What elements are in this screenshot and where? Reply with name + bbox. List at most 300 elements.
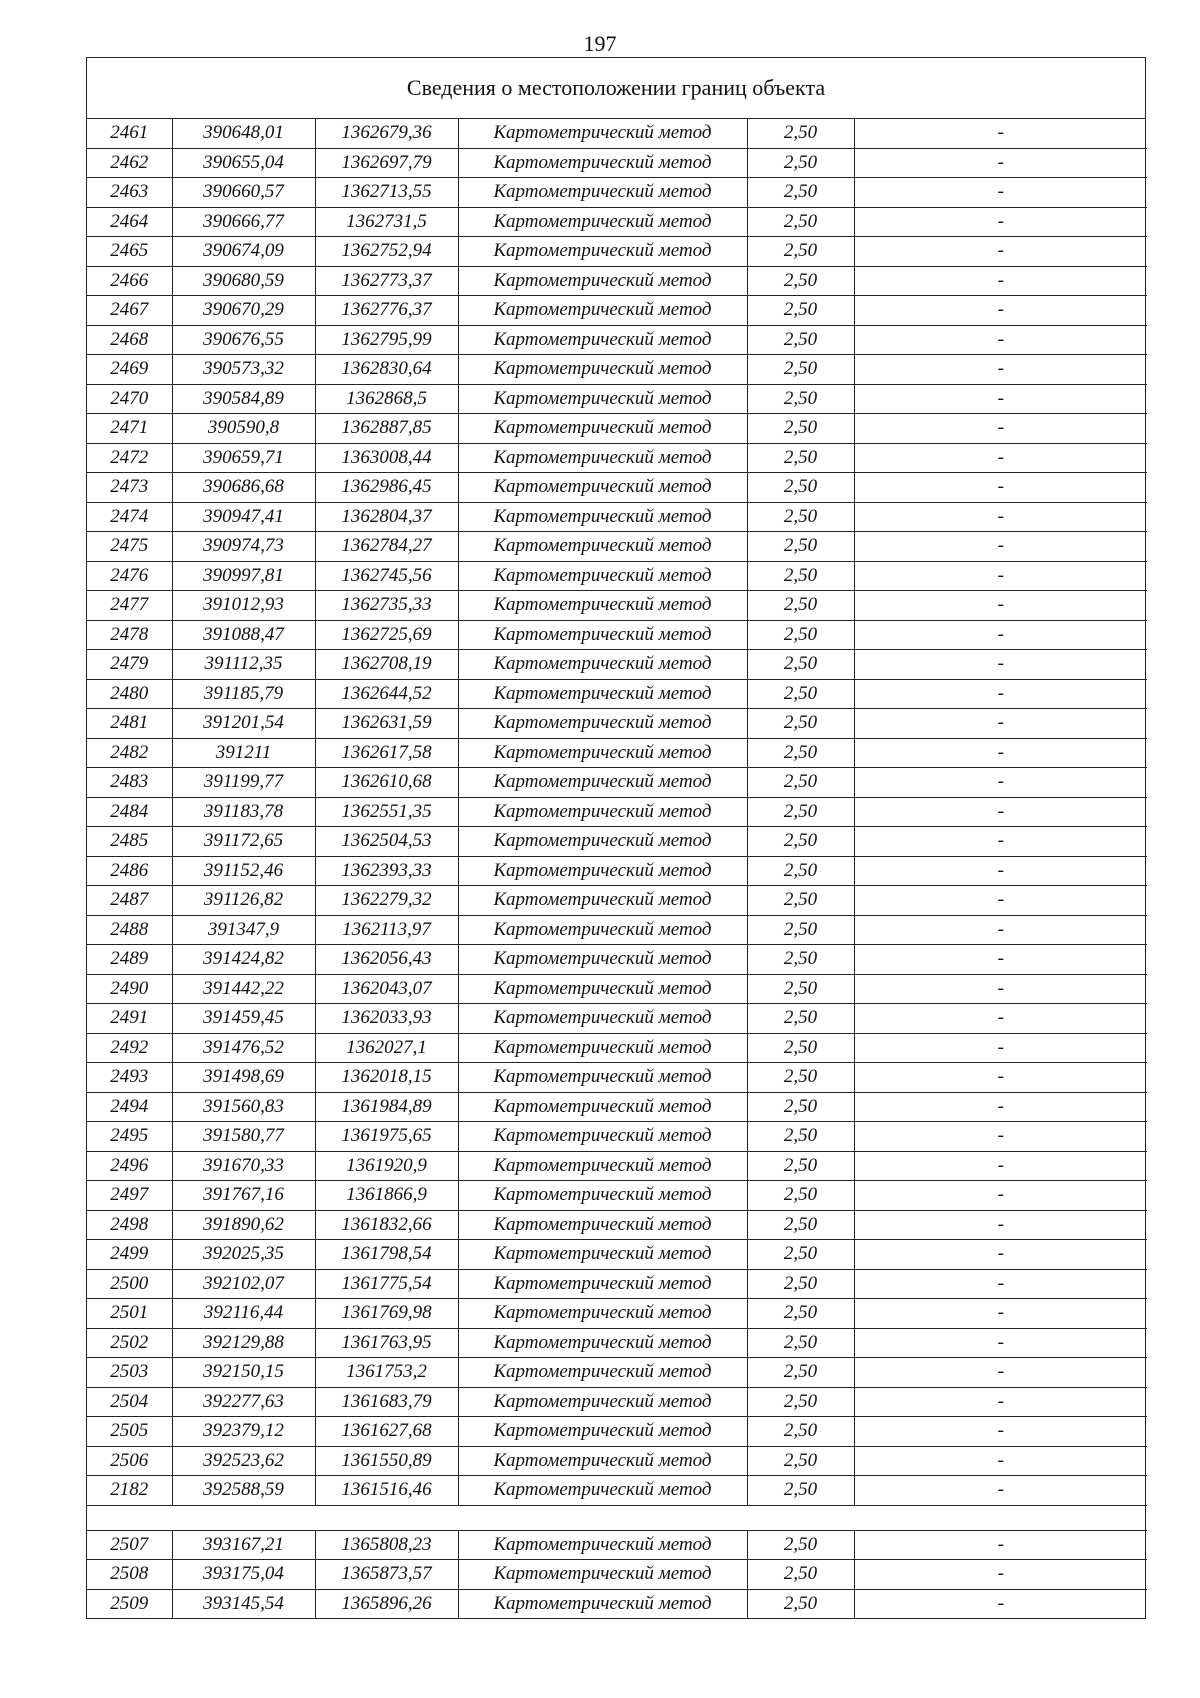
method-cell: Картометрический метод	[458, 650, 747, 680]
boundary-table-sheet	[86, 57, 1146, 1619]
point-number-cell: 2463	[87, 178, 172, 208]
description-cell: -	[854, 915, 1147, 945]
accuracy-cell: 2,50	[747, 945, 854, 975]
x-coordinate-cell: 393167,21	[172, 1530, 315, 1560]
y-coordinate-cell: 1362679,36	[315, 119, 458, 148]
accuracy-cell: 2,50	[747, 1063, 854, 1093]
point-number-cell: 2474	[87, 502, 172, 532]
point-number-cell: 2471	[87, 414, 172, 444]
method-cell: Картометрический метод	[458, 856, 747, 886]
y-coordinate-cell: 1362830,64	[315, 355, 458, 385]
y-coordinate-cell: 1362697,79	[315, 148, 458, 178]
accuracy-cell: 2,50	[747, 738, 854, 768]
accuracy-cell: 2,50	[747, 1033, 854, 1063]
method-cell: Картометрический метод	[458, 178, 747, 208]
accuracy-cell: 2,50	[747, 502, 854, 532]
accuracy-cell: 2,50	[747, 178, 854, 208]
table-row	[87, 384, 1147, 414]
page-number: 197	[583, 31, 617, 56]
point-number-cell: 2501	[87, 1299, 172, 1329]
method-cell: Картометрический метод	[458, 1560, 747, 1590]
point-number-cell: 2473	[87, 473, 172, 503]
method-cell: Картометрический метод	[458, 119, 747, 148]
accuracy-cell: 2,50	[747, 915, 854, 945]
y-coordinate-cell: 1363008,44	[315, 443, 458, 473]
table-row	[87, 738, 1147, 768]
description-cell: -	[854, 414, 1147, 444]
description-cell: -	[854, 886, 1147, 916]
x-coordinate-cell: 390584,89	[172, 384, 315, 414]
y-coordinate-cell: 1361920,9	[315, 1151, 458, 1181]
point-number-cell: 2505	[87, 1417, 172, 1447]
table-row	[87, 797, 1147, 827]
x-coordinate-cell: 391183,78	[172, 797, 315, 827]
description-cell: -	[854, 1181, 1147, 1211]
description-cell: -	[854, 1417, 1147, 1447]
method-cell: Картометрический метод	[458, 443, 747, 473]
accuracy-cell: 2,50	[747, 532, 854, 562]
description-cell: -	[854, 237, 1147, 267]
point-number-cell: 2491	[87, 1004, 172, 1034]
y-coordinate-cell: 1361984,89	[315, 1092, 458, 1122]
y-coordinate-cell: 1362776,37	[315, 296, 458, 326]
accuracy-cell: 2,50	[747, 1210, 854, 1240]
description-cell: -	[854, 266, 1147, 296]
x-coordinate-cell: 390573,32	[172, 355, 315, 385]
method-cell: Картометрический метод	[458, 502, 747, 532]
description-cell: -	[854, 650, 1147, 680]
point-number-cell: 2504	[87, 1387, 172, 1417]
method-cell: Картометрический метод	[458, 148, 747, 178]
x-coordinate-cell: 392379,12	[172, 1417, 315, 1447]
table-row	[87, 650, 1147, 680]
y-coordinate-cell: 1362617,58	[315, 738, 458, 768]
x-coordinate-cell: 390659,71	[172, 443, 315, 473]
accuracy-cell: 2,50	[747, 1358, 854, 1388]
point-number-cell: 2467	[87, 296, 172, 326]
x-coordinate-cell: 393175,04	[172, 1560, 315, 1590]
x-coordinate-cell: 390674,09	[172, 237, 315, 267]
table-row	[87, 473, 1147, 503]
y-coordinate-cell: 1361769,98	[315, 1299, 458, 1329]
description-cell: -	[854, 473, 1147, 503]
method-cell: Картометрический метод	[458, 473, 747, 503]
accuracy-cell: 2,50	[747, 1446, 854, 1476]
point-number-cell: 2502	[87, 1328, 172, 1358]
accuracy-cell: 2,50	[747, 591, 854, 621]
method-cell: Картометрический метод	[458, 797, 747, 827]
method-cell: Картометрический метод	[458, 1004, 747, 1034]
x-coordinate-cell: 390670,29	[172, 296, 315, 326]
table-title: Сведения о местоположении границ объекта	[87, 58, 1145, 119]
x-coordinate-cell: 391211	[172, 738, 315, 768]
method-cell: Картометрический метод	[458, 1063, 747, 1093]
table-row	[87, 856, 1147, 886]
table-row	[87, 502, 1147, 532]
x-coordinate-cell: 390666,77	[172, 207, 315, 237]
point-number-cell: 2509	[87, 1589, 172, 1618]
point-number-cell: 2468	[87, 325, 172, 355]
y-coordinate-cell: 1362868,5	[315, 384, 458, 414]
accuracy-cell: 2,50	[747, 355, 854, 385]
x-coordinate-cell: 391442,22	[172, 974, 315, 1004]
point-number-cell: 2477	[87, 591, 172, 621]
accuracy-cell: 2,50	[747, 679, 854, 709]
point-number-cell: 2472	[87, 443, 172, 473]
method-cell: Картометрический метод	[458, 1269, 747, 1299]
method-cell: Картометрический метод	[458, 1387, 747, 1417]
method-cell: Картометрический метод	[458, 886, 747, 916]
table-row	[87, 620, 1147, 650]
description-cell: -	[854, 1004, 1147, 1034]
method-cell: Картометрический метод	[458, 1446, 747, 1476]
method-cell: Картометрический метод	[458, 1092, 747, 1122]
description-cell: -	[854, 945, 1147, 975]
point-number-cell: 2475	[87, 532, 172, 562]
y-coordinate-cell: 1365896,26	[315, 1589, 458, 1618]
point-number-cell: 2489	[87, 945, 172, 975]
x-coordinate-cell: 390974,73	[172, 532, 315, 562]
accuracy-cell: 2,50	[747, 1092, 854, 1122]
point-number-cell: 2479	[87, 650, 172, 680]
x-coordinate-cell: 391498,69	[172, 1063, 315, 1093]
description-cell: -	[854, 532, 1147, 562]
y-coordinate-cell: 1362773,37	[315, 266, 458, 296]
accuracy-cell: 2,50	[747, 650, 854, 680]
point-number-cell: 2482	[87, 738, 172, 768]
description-cell: -	[854, 178, 1147, 208]
y-coordinate-cell: 1362027,1	[315, 1033, 458, 1063]
y-coordinate-cell: 1361975,65	[315, 1122, 458, 1152]
table-row	[87, 1092, 1147, 1122]
accuracy-cell: 2,50	[747, 1269, 854, 1299]
table-row	[87, 561, 1147, 591]
y-coordinate-cell: 1362393,33	[315, 856, 458, 886]
method-cell: Картометрический метод	[458, 709, 747, 739]
table-row	[87, 1446, 1147, 1476]
x-coordinate-cell: 391201,54	[172, 709, 315, 739]
y-coordinate-cell: 1362735,33	[315, 591, 458, 621]
method-cell: Картометрический метод	[458, 591, 747, 621]
point-number-cell: 2483	[87, 768, 172, 798]
description-cell: -	[854, 1269, 1147, 1299]
y-coordinate-cell: 1362279,32	[315, 886, 458, 916]
point-number-cell: 2507	[87, 1530, 172, 1560]
point-number-cell: 2490	[87, 974, 172, 1004]
y-coordinate-cell: 1361550,89	[315, 1446, 458, 1476]
table-row	[87, 1387, 1147, 1417]
y-coordinate-cell: 1361627,68	[315, 1417, 458, 1447]
y-coordinate-cell: 1362644,52	[315, 679, 458, 709]
x-coordinate-cell: 391424,82	[172, 945, 315, 975]
description-cell: -	[854, 1151, 1147, 1181]
point-number-cell: 2462	[87, 148, 172, 178]
description-cell: -	[854, 355, 1147, 385]
method-cell: Картометрический метод	[458, 532, 747, 562]
method-cell: Картометрический метод	[458, 1476, 747, 1506]
accuracy-cell: 2,50	[747, 119, 854, 148]
accuracy-cell: 2,50	[747, 1530, 854, 1560]
table-row	[87, 1328, 1147, 1358]
description-cell: -	[854, 827, 1147, 857]
accuracy-cell: 2,50	[747, 443, 854, 473]
point-number-cell: 2488	[87, 915, 172, 945]
x-coordinate-cell: 391185,79	[172, 679, 315, 709]
description-cell: -	[854, 1589, 1147, 1618]
method-cell: Картометрический метод	[458, 1240, 747, 1270]
y-coordinate-cell: 1362631,59	[315, 709, 458, 739]
accuracy-cell: 2,50	[747, 886, 854, 916]
method-cell: Картометрический метод	[458, 237, 747, 267]
table-separator-row	[87, 1505, 1147, 1530]
accuracy-cell: 2,50	[747, 325, 854, 355]
table-row	[87, 1033, 1147, 1063]
coordinates-table	[87, 119, 1147, 1618]
x-coordinate-cell: 392102,07	[172, 1269, 315, 1299]
table-row	[87, 237, 1147, 267]
table-row	[87, 148, 1147, 178]
description-cell: -	[854, 1476, 1147, 1506]
description-cell: -	[854, 207, 1147, 237]
table-row	[87, 414, 1147, 444]
accuracy-cell: 2,50	[747, 620, 854, 650]
description-cell: -	[854, 1299, 1147, 1329]
description-cell: -	[854, 768, 1147, 798]
description-cell: -	[854, 974, 1147, 1004]
y-coordinate-cell: 1362551,35	[315, 797, 458, 827]
description-cell: -	[854, 561, 1147, 591]
table-row	[87, 1560, 1147, 1590]
x-coordinate-cell: 392588,59	[172, 1476, 315, 1506]
y-coordinate-cell: 1362804,37	[315, 502, 458, 532]
method-cell: Картометрический метод	[458, 1033, 747, 1063]
separator-cell	[87, 1505, 1147, 1530]
y-coordinate-cell: 1361832,66	[315, 1210, 458, 1240]
x-coordinate-cell: 390590,8	[172, 414, 315, 444]
table-row	[87, 679, 1147, 709]
table-row	[87, 1358, 1147, 1388]
table-row	[87, 1589, 1147, 1618]
y-coordinate-cell: 1362033,93	[315, 1004, 458, 1034]
method-cell: Картометрический метод	[458, 915, 747, 945]
table-row	[87, 1181, 1147, 1211]
point-number-cell: 2494	[87, 1092, 172, 1122]
x-coordinate-cell: 392150,15	[172, 1358, 315, 1388]
accuracy-cell: 2,50	[747, 384, 854, 414]
table-row	[87, 119, 1147, 148]
method-cell: Картометрический метод	[458, 679, 747, 709]
point-number-cell: 2464	[87, 207, 172, 237]
description-cell: -	[854, 620, 1147, 650]
y-coordinate-cell: 1365873,57	[315, 1560, 458, 1590]
point-number-cell: 2500	[87, 1269, 172, 1299]
x-coordinate-cell: 391890,62	[172, 1210, 315, 1240]
method-cell: Картометрический метод	[458, 1299, 747, 1329]
table-row	[87, 1063, 1147, 1093]
description-cell: -	[854, 1387, 1147, 1417]
x-coordinate-cell: 390947,41	[172, 502, 315, 532]
accuracy-cell: 2,50	[747, 1151, 854, 1181]
y-coordinate-cell: 1361763,95	[315, 1328, 458, 1358]
description-cell: -	[854, 443, 1147, 473]
coordinates-table-body	[87, 119, 1147, 1618]
description-cell: -	[854, 1328, 1147, 1358]
table-row	[87, 1240, 1147, 1270]
method-cell: Картометрический метод	[458, 1328, 747, 1358]
accuracy-cell: 2,50	[747, 561, 854, 591]
point-number-cell: 2484	[87, 797, 172, 827]
method-cell: Картометрический метод	[458, 945, 747, 975]
table-row	[87, 1530, 1147, 1560]
description-cell: -	[854, 325, 1147, 355]
method-cell: Картометрический метод	[458, 325, 747, 355]
table-row	[87, 178, 1147, 208]
y-coordinate-cell: 1362504,53	[315, 827, 458, 857]
y-coordinate-cell: 1362986,45	[315, 473, 458, 503]
x-coordinate-cell: 390676,55	[172, 325, 315, 355]
x-coordinate-cell: 390686,68	[172, 473, 315, 503]
point-number-cell: 2508	[87, 1560, 172, 1590]
x-coordinate-cell: 390648,01	[172, 119, 315, 148]
y-coordinate-cell: 1362043,07	[315, 974, 458, 1004]
accuracy-cell: 2,50	[747, 1387, 854, 1417]
description-cell: -	[854, 1240, 1147, 1270]
accuracy-cell: 2,50	[747, 1476, 854, 1506]
x-coordinate-cell: 391459,45	[172, 1004, 315, 1034]
method-cell: Картометрический метод	[458, 974, 747, 1004]
method-cell: Картометрический метод	[458, 738, 747, 768]
x-coordinate-cell: 390660,57	[172, 178, 315, 208]
table-row	[87, 1417, 1147, 1447]
y-coordinate-cell: 1361798,54	[315, 1240, 458, 1270]
description-cell: -	[854, 384, 1147, 414]
y-coordinate-cell: 1362708,19	[315, 650, 458, 680]
accuracy-cell: 2,50	[747, 1417, 854, 1447]
point-number-cell: 2497	[87, 1181, 172, 1211]
method-cell: Картометрический метод	[458, 827, 747, 857]
method-cell: Картометрический метод	[458, 1358, 747, 1388]
y-coordinate-cell: 1361516,46	[315, 1476, 458, 1506]
y-coordinate-cell: 1362745,56	[315, 561, 458, 591]
y-coordinate-cell: 1362018,15	[315, 1063, 458, 1093]
y-coordinate-cell: 1362731,5	[315, 207, 458, 237]
point-number-cell: 2480	[87, 679, 172, 709]
x-coordinate-cell: 390680,59	[172, 266, 315, 296]
table-row	[87, 768, 1147, 798]
method-cell: Картометрический метод	[458, 1181, 747, 1211]
point-number-cell: 2499	[87, 1240, 172, 1270]
point-number-cell: 2506	[87, 1446, 172, 1476]
description-cell: -	[854, 119, 1147, 148]
accuracy-cell: 2,50	[747, 237, 854, 267]
method-cell: Картометрический метод	[458, 355, 747, 385]
y-coordinate-cell: 1362610,68	[315, 768, 458, 798]
description-cell: -	[854, 1092, 1147, 1122]
accuracy-cell: 2,50	[747, 797, 854, 827]
table-row	[87, 1210, 1147, 1240]
x-coordinate-cell: 391112,35	[172, 650, 315, 680]
table-row	[87, 296, 1147, 326]
description-cell: -	[854, 1446, 1147, 1476]
point-number-cell: 2498	[87, 1210, 172, 1240]
point-number-cell: 2486	[87, 856, 172, 886]
accuracy-cell: 2,50	[747, 414, 854, 444]
table-row	[87, 1476, 1147, 1506]
method-cell: Картометрический метод	[458, 768, 747, 798]
x-coordinate-cell: 391152,46	[172, 856, 315, 886]
y-coordinate-cell: 1361866,9	[315, 1181, 458, 1211]
table-row	[87, 945, 1147, 975]
y-coordinate-cell: 1362725,69	[315, 620, 458, 650]
x-coordinate-cell: 391767,16	[172, 1181, 315, 1211]
y-coordinate-cell: 1362752,94	[315, 237, 458, 267]
method-cell: Картометрический метод	[458, 1530, 747, 1560]
description-cell: -	[854, 1530, 1147, 1560]
point-number-cell: 2466	[87, 266, 172, 296]
table-row	[87, 886, 1147, 916]
y-coordinate-cell: 1365808,23	[315, 1530, 458, 1560]
description-cell: -	[854, 502, 1147, 532]
x-coordinate-cell: 391012,93	[172, 591, 315, 621]
table-row	[87, 1151, 1147, 1181]
accuracy-cell: 2,50	[747, 266, 854, 296]
point-number-cell: 2476	[87, 561, 172, 591]
description-cell: -	[854, 591, 1147, 621]
y-coordinate-cell: 1361775,54	[315, 1269, 458, 1299]
method-cell: Картометрический метод	[458, 296, 747, 326]
description-cell: -	[854, 296, 1147, 326]
description-cell: -	[854, 1358, 1147, 1388]
accuracy-cell: 2,50	[747, 827, 854, 857]
accuracy-cell: 2,50	[747, 1560, 854, 1590]
description-cell: -	[854, 709, 1147, 739]
description-cell: -	[854, 738, 1147, 768]
x-coordinate-cell: 391670,33	[172, 1151, 315, 1181]
accuracy-cell: 2,50	[747, 709, 854, 739]
x-coordinate-cell: 392129,88	[172, 1328, 315, 1358]
description-cell: -	[854, 1033, 1147, 1063]
x-coordinate-cell: 391476,52	[172, 1033, 315, 1063]
accuracy-cell: 2,50	[747, 1122, 854, 1152]
point-number-cell: 2481	[87, 709, 172, 739]
accuracy-cell: 2,50	[747, 1181, 854, 1211]
table-row	[87, 709, 1147, 739]
table-row	[87, 1299, 1147, 1329]
description-cell: -	[854, 856, 1147, 886]
table-row	[87, 532, 1147, 562]
point-number-cell: 2465	[87, 237, 172, 267]
description-cell: -	[854, 1210, 1147, 1240]
y-coordinate-cell: 1362113,97	[315, 915, 458, 945]
accuracy-cell: 2,50	[747, 148, 854, 178]
accuracy-cell: 2,50	[747, 768, 854, 798]
table-row	[87, 1004, 1147, 1034]
point-number-cell: 2469	[87, 355, 172, 385]
accuracy-cell: 2,50	[747, 1299, 854, 1329]
table-row	[87, 207, 1147, 237]
x-coordinate-cell: 391560,83	[172, 1092, 315, 1122]
x-coordinate-cell: 392277,63	[172, 1387, 315, 1417]
method-cell: Картометрический метод	[458, 384, 747, 414]
accuracy-cell: 2,50	[747, 1328, 854, 1358]
method-cell: Картометрический метод	[458, 207, 747, 237]
y-coordinate-cell: 1362784,27	[315, 532, 458, 562]
y-coordinate-cell: 1361753,2	[315, 1358, 458, 1388]
x-coordinate-cell: 391199,77	[172, 768, 315, 798]
x-coordinate-cell: 391347,9	[172, 915, 315, 945]
table-row	[87, 974, 1147, 1004]
table-row	[87, 827, 1147, 857]
